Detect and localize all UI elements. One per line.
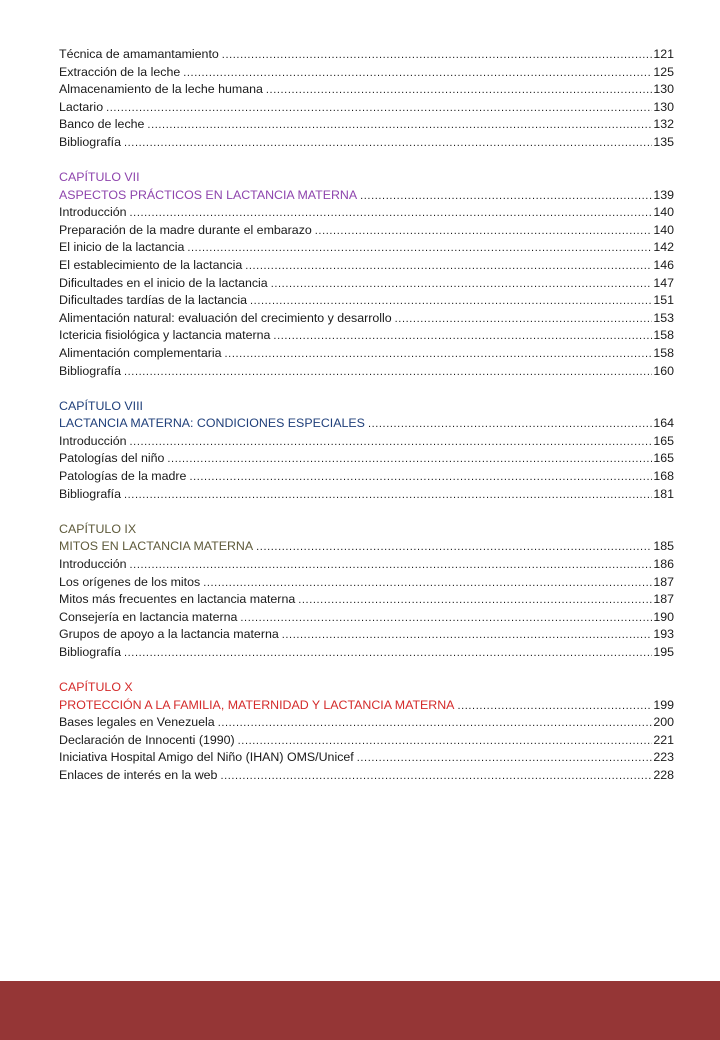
dot-leader <box>124 487 652 505</box>
dot-leader <box>124 364 652 382</box>
toc-entry-label: El inicio de la lactancia <box>59 240 185 255</box>
chapter-title-entry[interactable] <box>59 697 674 715</box>
dot-leader <box>218 715 653 733</box>
toc-entry-page: 158 <box>653 328 674 343</box>
toc-entry-label: Bibliografía <box>59 363 121 378</box>
toc-entry-label: Grupos de apoyo a la lactancia materna <box>59 627 279 642</box>
toc-entry[interactable] <box>59 292 674 310</box>
dot-leader <box>183 65 652 83</box>
table-of-contents <box>59 46 674 802</box>
toc-entry-label: Bibliografía <box>59 134 121 149</box>
dot-leader <box>266 82 652 100</box>
toc-entry-page: 193 <box>653 627 674 642</box>
chapter-10-group <box>59 679 674 785</box>
toc-entry[interactable] <box>59 134 674 152</box>
dot-leader <box>315 223 653 241</box>
toc-entry-page: 135 <box>653 134 674 149</box>
toc-entry-label: Introducción <box>59 205 127 220</box>
toc-entry-label: Bibliografía <box>59 486 121 501</box>
toc-entry-page: 158 <box>653 346 674 360</box>
toc-entry-page: 140 <box>653 205 674 220</box>
chapter-title: PROTECCIÓN A LA FAMILIA, MATERNIDAD Y LACTANCIA MATERNA <box>59 697 455 712</box>
toc-entry[interactable] <box>59 644 674 662</box>
toc-entry-page: 187 <box>653 592 674 607</box>
toc-entry-label: Bases legales en Venezuela <box>59 715 215 730</box>
toc-entry-page: 147 <box>653 275 674 290</box>
chapter-heading: CAPÍTULO VII <box>59 170 140 185</box>
toc-entry[interactable] <box>59 116 674 134</box>
toc-entry-label: Enlaces de interés en la web <box>59 767 218 782</box>
chapter-9-group <box>59 521 674 662</box>
toc-entry[interactable] <box>59 46 674 64</box>
toc-entry-page: 181 <box>653 486 674 501</box>
toc-entry[interactable] <box>59 450 674 468</box>
chapter-7-group <box>59 169 674 380</box>
dot-leader <box>240 610 652 628</box>
chapter-title-page: 164 <box>653 416 674 431</box>
footer-band <box>0 981 720 1040</box>
toc-entry[interactable] <box>59 486 674 504</box>
toc-entry-label: Bibliografía <box>59 644 121 659</box>
dot-leader <box>238 733 653 751</box>
toc-entry[interactable] <box>59 626 674 644</box>
toc-entry-page: 168 <box>653 469 674 484</box>
toc-entry[interactable] <box>59 714 674 732</box>
toc-entry-page: 165 <box>653 451 674 466</box>
toc-entry-label: Técnica de amamantamiento <box>59 47 219 61</box>
dot-leader <box>357 750 653 768</box>
toc-entry-page: 195 <box>653 644 674 659</box>
chapter-title: MITOS EN LACTANCIA MATERNA <box>59 539 254 554</box>
toc-entry-label: Banco de leche <box>59 117 145 132</box>
toc-entry-page: 146 <box>653 258 674 273</box>
toc-entry-page: 187 <box>653 574 674 589</box>
dot-leader <box>130 557 653 575</box>
chapter-title-page: 139 <box>653 187 674 202</box>
dot-leader <box>222 47 653 65</box>
dot-leader <box>298 592 652 610</box>
dot-leader <box>220 768 652 786</box>
chapter-title-entry[interactable] <box>59 187 674 205</box>
chapter-title-entry[interactable] <box>59 538 674 556</box>
toc-entry[interactable] <box>59 767 674 785</box>
dot-leader <box>245 258 652 276</box>
toc-entry-page: 160 <box>653 363 674 378</box>
toc-entry[interactable] <box>59 433 674 451</box>
toc-entry[interactable] <box>59 732 674 750</box>
toc-entry-label: Dificultades tardías de la lactancia <box>59 293 248 308</box>
chapter-title: ASPECTOS PRÁCTICOS EN LACTANCIA MATERNA <box>59 187 358 202</box>
toc-entry-page: 190 <box>653 609 674 624</box>
toc-entry-label: Declaración de Innocenti (1990) <box>59 732 235 747</box>
dot-leader <box>457 698 652 716</box>
toc-entry[interactable] <box>59 222 674 240</box>
chapter-8-group <box>59 398 674 504</box>
chapter-title-entry[interactable] <box>59 415 674 433</box>
toc-entry-label: Patologías de la madre <box>59 469 187 484</box>
toc-entry-page: 186 <box>653 556 674 571</box>
dot-leader <box>130 434 653 452</box>
toc-entry[interactable] <box>59 591 674 609</box>
toc-entry[interactable] <box>59 81 674 99</box>
dot-leader <box>271 276 653 294</box>
toc-entry-label: Introducción <box>59 433 127 448</box>
dot-leader <box>124 135 652 153</box>
toc-entry[interactable] <box>59 204 674 222</box>
toc-entry-page: 228 <box>653 767 674 782</box>
toc-entry-label: Iniciativa Hospital Amigo del Niño (IHAN) OMS/Unicef <box>59 750 354 765</box>
dot-leader <box>225 346 653 364</box>
toc-entry[interactable] <box>59 239 674 257</box>
toc-entry-label: Alimentación complementaria <box>59 346 222 360</box>
dot-leader <box>273 328 652 346</box>
toc-entry-label: Patologías del niño <box>59 451 165 466</box>
dot-leader <box>395 311 653 329</box>
dot-leader <box>189 469 652 487</box>
chapter-title: LACTANCIA MATERNA: CONDICIONES ESPECIALES <box>59 416 365 431</box>
toc-entry[interactable] <box>59 749 674 767</box>
dot-leader <box>124 645 652 663</box>
chapter-heading: CAPÍTULO X <box>59 680 133 694</box>
dot-leader <box>203 575 652 593</box>
toc-entry-page: 140 <box>653 222 674 237</box>
toc-entry-page: 151 <box>653 293 674 308</box>
chapter-title-page: 199 <box>653 697 674 712</box>
toc-entry[interactable] <box>59 468 674 486</box>
toc-entry[interactable] <box>59 310 674 328</box>
dot-leader <box>256 539 652 557</box>
toc-entry[interactable] <box>59 363 674 381</box>
toc-entry-label: Mitos más frecuentes en lactancia materna <box>59 592 296 607</box>
toc-entry-label: Dificultades en el inicio de la lactancia <box>59 275 268 290</box>
dot-leader <box>282 627 653 645</box>
toc-entry-label: Alimentación natural: evaluación del crecimiento y desarrollo <box>59 310 392 325</box>
toc-entry-label: Introducción <box>59 556 127 571</box>
toc-entry-page: 130 <box>653 99 674 114</box>
dot-leader <box>250 293 652 311</box>
toc-entry-page: 153 <box>653 310 674 325</box>
toc-entry[interactable] <box>59 574 674 592</box>
toc-entry-page: 223 <box>653 750 674 765</box>
toc-entry[interactable] <box>59 275 674 293</box>
toc-entry-page: 200 <box>653 715 674 730</box>
toc-entry[interactable] <box>59 64 674 82</box>
toc-entry[interactable] <box>59 327 674 345</box>
toc-entry-label: Almacenamiento de la leche humana <box>59 82 263 97</box>
toc-entry[interactable] <box>59 345 674 363</box>
dot-leader <box>368 416 652 434</box>
toc-entry-page: 121 <box>653 47 674 61</box>
toc-entry-page: 125 <box>653 64 674 79</box>
toc-entry[interactable] <box>59 99 674 117</box>
chapter-heading: CAPÍTULO VIII <box>59 398 143 413</box>
toc-entry-page: 221 <box>653 732 674 747</box>
toc-entry-page: 132 <box>653 117 674 132</box>
dot-leader <box>130 205 653 223</box>
dot-leader <box>187 240 652 258</box>
dot-leader <box>147 117 652 135</box>
toc-entry-label: Ictericia fisiológica y lactancia materna <box>59 328 271 343</box>
toc-entry-page: 130 <box>653 82 674 97</box>
dot-leader <box>167 451 652 469</box>
toc-intro-group <box>59 46 674 152</box>
toc-entry-label: Consejería en lactancia materna <box>59 609 238 624</box>
toc-entry[interactable] <box>59 257 674 275</box>
toc-entry[interactable] <box>59 556 674 574</box>
chapter-title-page: 185 <box>653 539 674 554</box>
chapter-heading: CAPÍTULO IX <box>59 521 137 536</box>
toc-entry-label: Lactario <box>59 99 104 114</box>
toc-entry-label: Extracción de la leche <box>59 64 181 79</box>
toc-entry-label: Preparación de la madre durante el embarazo <box>59 222 312 237</box>
toc-entry-page: 165 <box>653 433 674 448</box>
toc-entry-label: Los orígenes de los mitos <box>59 574 201 589</box>
dot-leader <box>360 188 652 206</box>
toc-entry-label: El establecimiento de la lactancia <box>59 258 243 273</box>
toc-entry[interactable] <box>59 609 674 627</box>
toc-entry-page: 142 <box>653 240 674 255</box>
dot-leader <box>106 100 652 118</box>
